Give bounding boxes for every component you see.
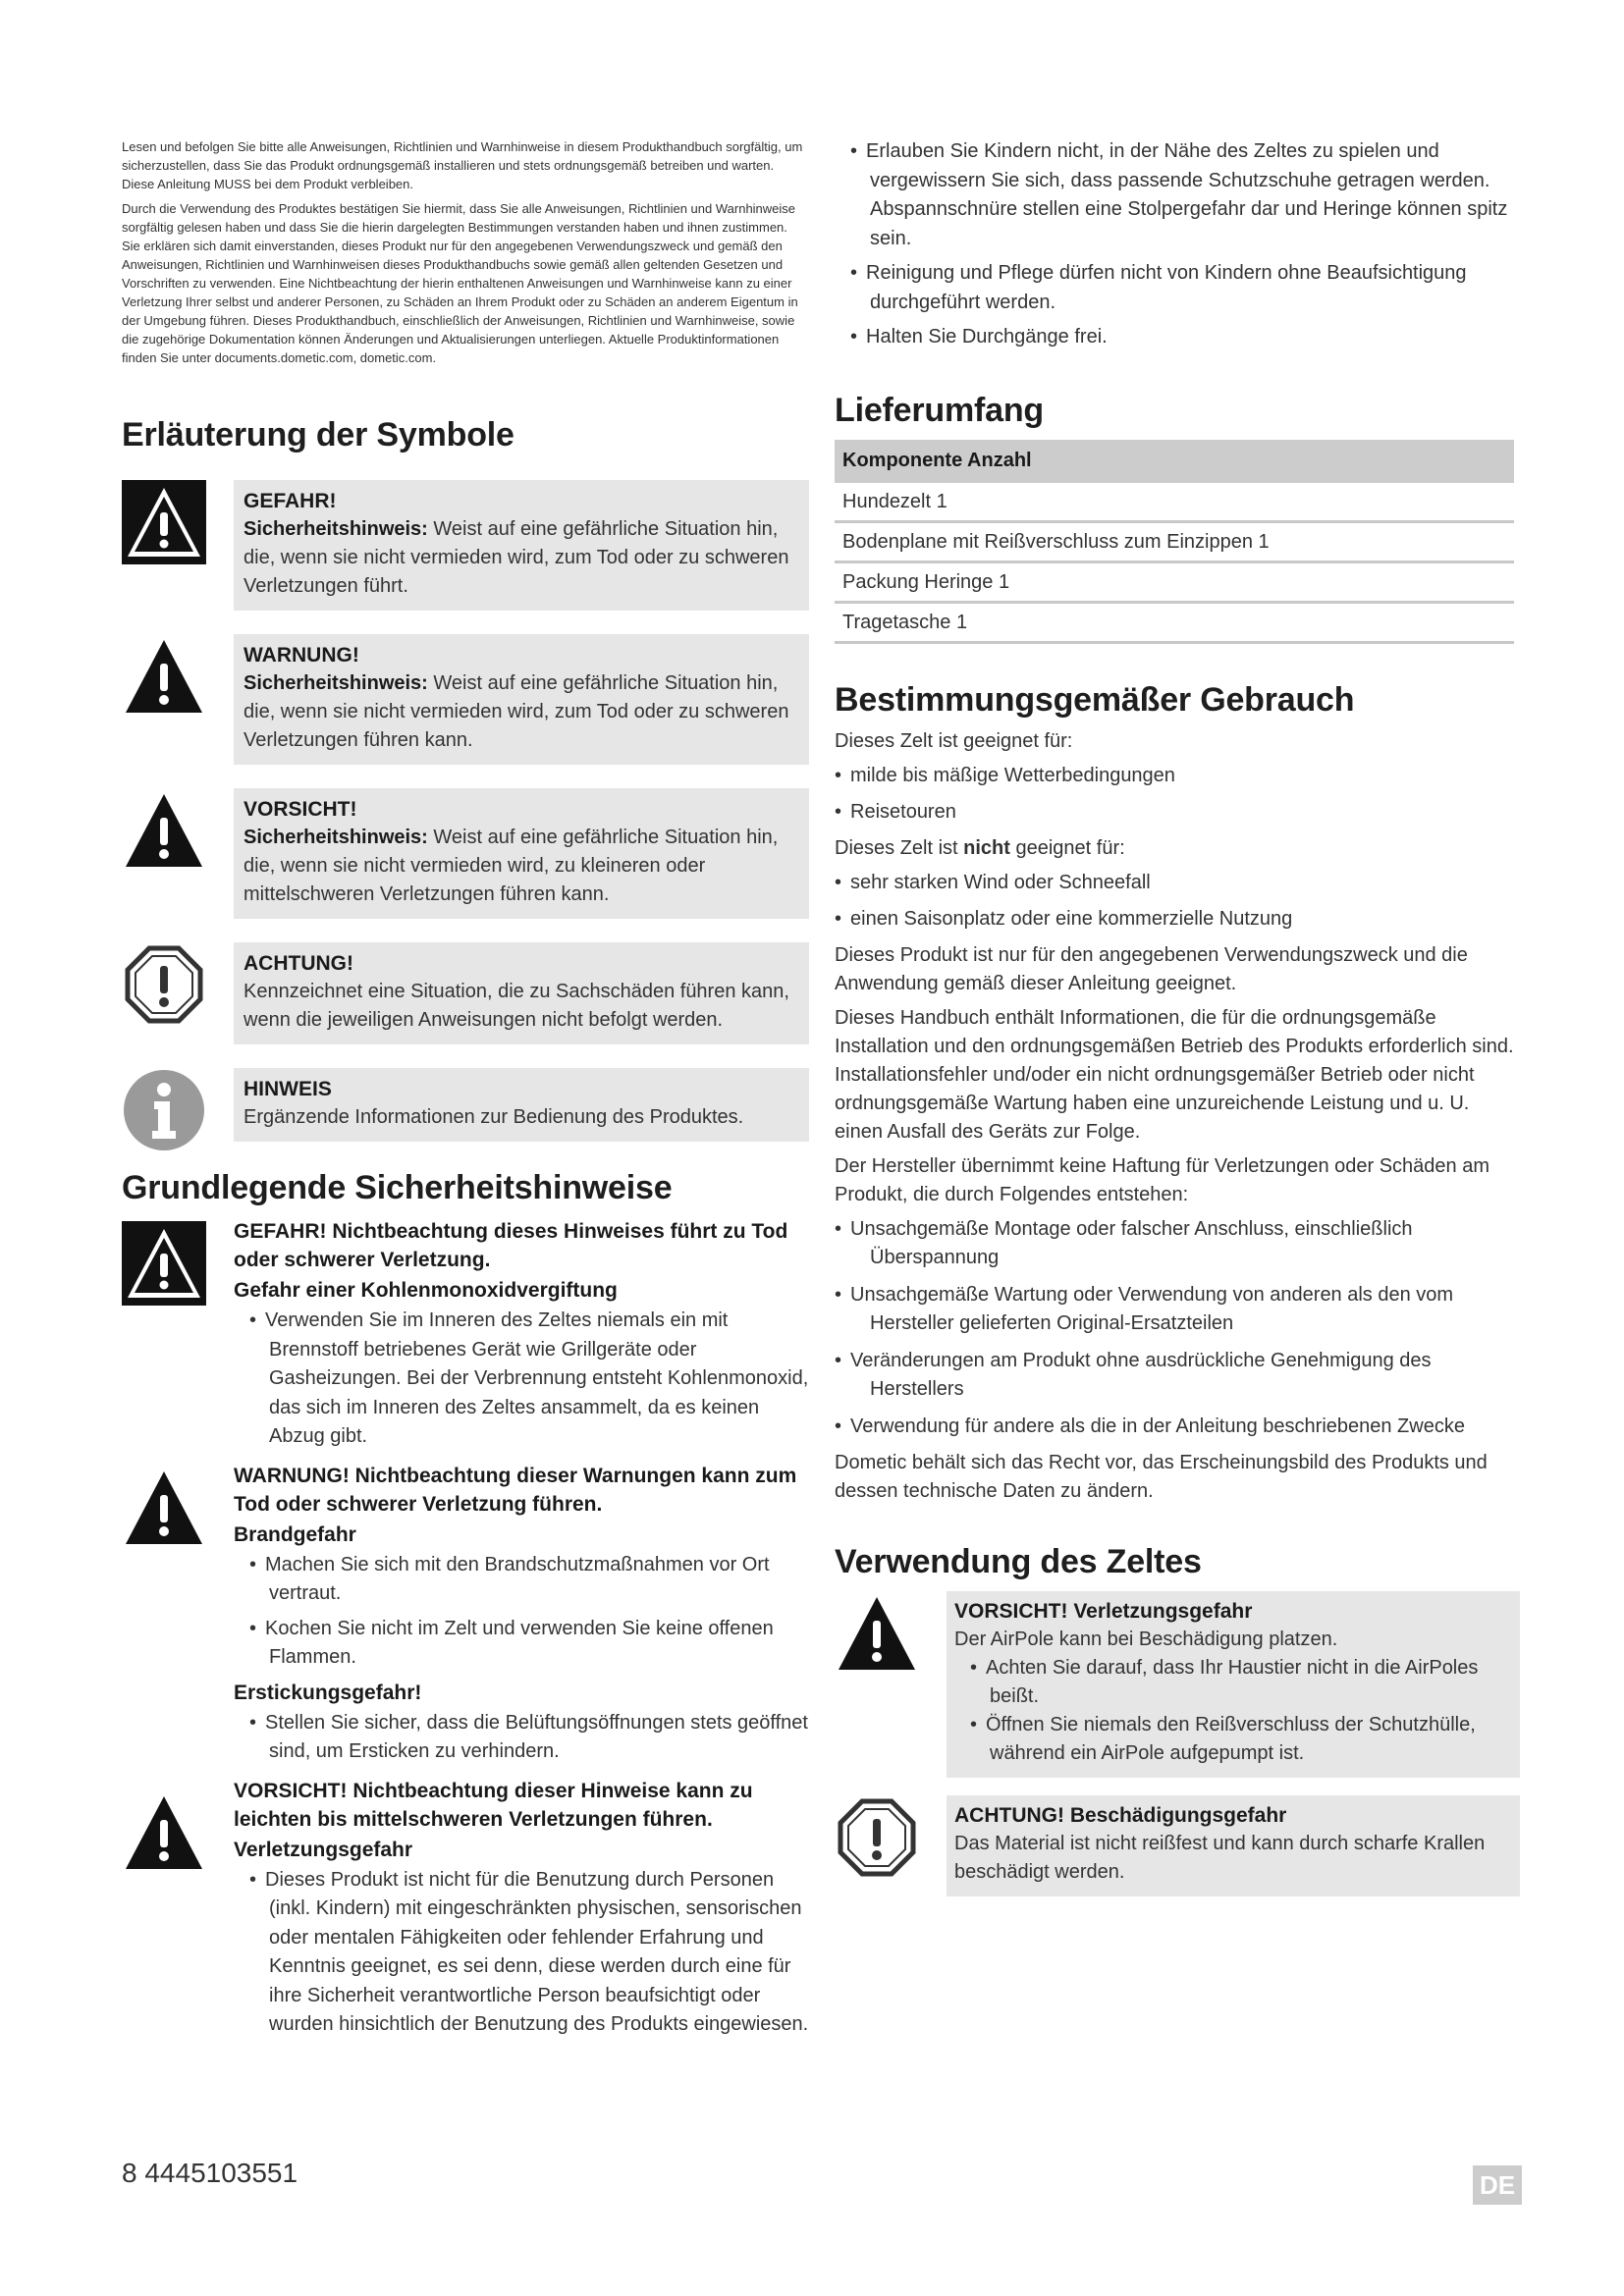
- safety-caution: [122, 1777, 809, 2040]
- list-item: • Dieses Produkt ist nicht für die Benutzung durch Personen (inkl. Kindern) mit eingeschränkten physischen, sensorischen oder mentalen Fähigkeiten oder fehlender Erfahrung und Kenntnis geeignet, es sei denn, diese werden durch eine für ihre Sicherheit verantwortliche Person beaufsichtigt oder wurden hinsichtlich der Benutzung des Produkts eingewiesen.: [234, 1866, 809, 2040]
- suitable-intro: Dieses Zelt ist geeignet für:: [835, 729, 1073, 752]
- notice-octagon-icon: [122, 942, 206, 1027]
- continued-safety-list: [835, 137, 1520, 352]
- usage-caution: [835, 1591, 1520, 1778]
- intended-paragraph-2: Dieses Handbuch enthält Informationen, die für die ordnungsgemäße Installation und den ordnungsgemäßen Betrieb des Produkts erforderlich sind. Installationsfehler und/oder ein nicht ordnungsgemäßer Betrieb oder nicht ordnungsgemäße Wartung haben eine unzureichende Leistung und u. U. einen Ausfall des Geräts zur Folge.: [835, 1006, 1514, 1143]
- list-item: • einen Saisonplatz oder eine kommerzielle Nutzung: [835, 905, 1520, 934]
- intended-paragraph-4: Dometic behält sich das Recht vor, das Erscheinungsbild des Produkts und dessen technische Daten zu ändern.: [835, 1452, 1488, 1502]
- symbol-danger: [122, 480, 809, 611]
- usage-notice-box: [947, 1795, 1520, 1896]
- intro-paragraph-2: Durch die Verwendung des Produktes bestätigen Sie hiermit, dass Sie alle Anweisungen, Richtlinien und Warnhinweise sorgfältig gelesen haben und dass Sie die hierin dargelegten Bestimmungen verstanden haben und ihnen zustimmen. Sie erklären sich damit einverstanden, dieses Produkt nur für den angegebenen Verwendungszweck und gemäß den Anweisungen, Richtlinien und Warnhinweisen dieses Produkthandbuchs sowie gemäß allen geltenden Gesetzen und Vorschriften zu verwenden. Eine Nichtbeachtung der hierin enthaltenen Anweisungen und Warnhinweise kann zu einer Verletzung Ihrer selbst und anderer Personen, zu Schäden an Ihrem Produkt oder zu Schäden an anderem Eigentum in der Umgebung führen. Dieses Produkthandbuch, einschließlich der Anweisungen, Richtlinien und Warnhinweise, sowie die zugehörige Dokumentation können Änderungen und Aktualisierungen unterliegen. Aktuelle Produktinformationen finden Sie unter documents.dometic.com, dometic.com.: [122, 201, 798, 365]
- intended-use-heading: Bestimmungsgemäßer Gebrauch: [835, 680, 1355, 719]
- table-cell: Packung Heringe 1: [835, 561, 1514, 602]
- table-cell: Hundezelt 1: [835, 483, 1514, 522]
- warning-triangle-icon: [122, 1466, 206, 1550]
- symbol-caution-text: Sicherheitshinweis: Weist auf eine gefährliche Situation hin, die, wenn sie nicht vermieden wird, zu kleineren oder mittelschweren Verletzungen führen kann.: [244, 827, 779, 905]
- list-item: • milde bis mäßige Wetterbedingungen: [835, 762, 1520, 790]
- delivery-heading: Lieferumfang: [835, 391, 1044, 429]
- list-item: • Verwenden Sie im Inneren des Zeltes niemals ein mit Brennstoff betriebenes Gerät wie Grillgeräte oder Gasheizungen. Bei der Verbrennung entsteht Kohlenmonoxid, das sich im Inneren des Zeltes ansammelt, da es keinen Abzug gibt.: [234, 1307, 809, 1452]
- usage-notice: [835, 1795, 1520, 1896]
- table-row: [835, 521, 1514, 561]
- symbol-info-title: HINWEIS: [244, 1078, 332, 1100]
- symbols-heading: Erläuterung der Symbole: [122, 416, 514, 454]
- warning-triangle-icon: [122, 634, 206, 719]
- safety-warning-body: [234, 1462, 809, 1767]
- left-column: [122, 137, 809, 2050]
- intended-paragraph-3: Der Hersteller übernimmt keine Haftung für Verletzungen oder Schäden am Produkt, die durch Folgendes entstehen:: [835, 1154, 1490, 1205]
- safety-danger-body: [234, 1217, 809, 1452]
- safety-warning-sub-fire: Brandgefahr: [234, 1522, 356, 1546]
- safety-caution-head: VORSICHT! Nichtbeachtung dieser Hinweise kann zu leichten bis mittelschweren Verletzungen führen.: [234, 1779, 753, 1831]
- intended-paragraph-1: Dieses Produkt ist nur für den angegebenen Verwendungszweck und die Anwendung gemäß dieser Anleitung geeignet.: [835, 943, 1468, 994]
- caution-triangle-icon: [122, 788, 206, 873]
- list-item: • Verwendung für andere als die in der Anleitung beschriebenen Zwecke: [835, 1413, 1520, 1442]
- list-item: • Stellen Sie sicher, dass die Belüftungsöffnungen stets geöffnet sind, um Ersticken zu verhindern.: [234, 1709, 809, 1767]
- symbol-caution-title: VORSICHT!: [244, 798, 357, 821]
- symbol-warning-text: Sicherheitshinweis: Weist auf eine gefährliche Situation hin, die, wenn sie nicht vermieden wird, zum Tod oder zu schweren Verletzungen führen kann.: [244, 672, 789, 751]
- delivery-table-header: Komponente Anzahl: [835, 440, 1514, 483]
- list-item: • Öffnen Sie niemals den Reißverschluss der Schutzhülle, während ein AirPole aufgepumpt ist.: [954, 1711, 1510, 1768]
- intro-paragraph-1: Lesen und befolgen Sie bitte alle Anweisungen, Richtlinien und Warnhinweise in diesem Produkthandbuch sorgfältig, um sicherzustellen, dass Sie das Produkt ordnungsgemäß installieren und stets ordnungsgemäß betreiben und warten. Diese Anleitung MUSS bei dem Produkt verbleiben.: [122, 139, 803, 191]
- notice-octagon-icon: [835, 1795, 919, 1880]
- symbol-caution: [122, 788, 809, 919]
- list-item: • Unsachgemäße Wartung oder Verwendung von anderen als den vom Hersteller gelieferten Original-Ersatzteilen: [835, 1281, 1520, 1339]
- symbol-danger-title: GEFAHR!: [244, 490, 337, 512]
- table-row: [835, 483, 1514, 522]
- caution-triangle-icon: [835, 1591, 919, 1676]
- usage-caution-list: [954, 1654, 1510, 1768]
- safety-warning-list-suffocation: [234, 1709, 809, 1767]
- safety-caution-list: [234, 1866, 809, 2040]
- symbol-danger-text: Sicherheitshinweis: Weist auf eine gefährliche Situation hin, die, wenn sie nicht vermieden wird, zum Tod oder zu schweren Verletzungen führt.: [244, 518, 789, 597]
- page-number-doc-id: 8 4445103551: [122, 2158, 298, 2188]
- safety-danger-list: [234, 1307, 809, 1452]
- list-item: • Machen Sie sich mit den Brandschutzmaßnahmen vor Ort vertraut.: [234, 1551, 809, 1609]
- list-item: • Kochen Sie nicht im Zelt und verwenden Sie keine offenen Flammen.: [234, 1615, 809, 1673]
- safety-warning-list-fire: [234, 1551, 809, 1673]
- usage-caution-text: Der AirPole kann bei Beschädigung platzen.: [954, 1629, 1338, 1650]
- symbol-warning-title: WARNUNG!: [244, 644, 359, 667]
- table-cell: Bodenplane mit Reißverschluss zum Einzippen 1: [835, 521, 1514, 561]
- safety-warning-head: WARNUNG! Nichtbeachtung dieser Warnungen kann zum Tod oder schwerer Verletzung führen.: [234, 1464, 797, 1516]
- safety-caution-sub: Verletzungsgefahr: [234, 1838, 413, 1861]
- danger-warning-icon: [122, 1221, 206, 1306]
- symbol-caution-box: [234, 788, 809, 919]
- symbol-notice: [122, 942, 809, 1044]
- table-row: [835, 561, 1514, 602]
- safety-warning: [122, 1462, 809, 1767]
- list-item: • Achten Sie darauf, dass Ihr Haustier nicht in die AirPoles beißt.: [954, 1654, 1510, 1711]
- symbol-info: [122, 1068, 809, 1142]
- symbol-info-text: Ergänzende Informationen zur Bedienung des Produktes.: [244, 1106, 744, 1128]
- intro-text: [122, 137, 809, 367]
- info-icon: [122, 1068, 206, 1152]
- symbol-notice-text: Kennzeichnet eine Situation, die zu Sachschäden führen kann, wenn die jeweiligen Anweisungen nicht befolgt werden.: [244, 981, 789, 1031]
- symbol-notice-box: [234, 942, 809, 1044]
- symbol-notice-title: ACHTUNG!: [244, 952, 353, 975]
- not-suitable-intro: Dieses Zelt ist nicht geeignet für:: [835, 836, 1125, 859]
- list-item: • Reinigung und Pflege dürfen nicht von Kindern ohne Beaufsichtigung durchgeführt werden.: [835, 259, 1520, 317]
- liability-list: [835, 1215, 1520, 1442]
- symbol-info-box: [234, 1068, 809, 1142]
- list-item: • sehr starken Wind oder Schneefall: [835, 869, 1520, 897]
- list-item: • Erlauben Sie Kindern nicht, in der Nähe des Zeltes zu spielen und vergewissern Sie sich, dass passende Schutzschuhe getragen werden. Abspannschnüre stellen eine Stolpergefahr dar und Heringe können spitz sein.: [835, 137, 1520, 253]
- usage-notice-title: ACHTUNG! Beschädigungsgefahr: [954, 1804, 1287, 1827]
- delivery-table: [835, 440, 1514, 644]
- safety-danger-head: GEFAHR! Nichtbeachtung dieses Hinweises führt zu Tod oder schwerer Verletzung.: [234, 1220, 788, 1271]
- suitable-list: [835, 762, 1520, 827]
- language-badge: DE: [1473, 2165, 1522, 2205]
- usage-caution-box: [947, 1591, 1520, 1778]
- list-item: • Veränderungen am Produkt ohne ausdrückliche Genehmigung des Herstellers: [835, 1347, 1520, 1405]
- safety-caution-body: [234, 1777, 809, 2040]
- list-item: • Halten Sie Durchgänge frei.: [835, 323, 1520, 352]
- usage-notice-text: Das Material ist nicht reißfest und kann durch scharfe Krallen beschädigt werden.: [954, 1833, 1486, 1883]
- table-cell: Tragetasche 1: [835, 602, 1514, 642]
- safety-warning-sub-suffocation: Erstickungsgefahr!: [234, 1681, 422, 1704]
- not-suitable-list: [835, 869, 1520, 934]
- symbol-warning-box: [234, 634, 809, 765]
- right-column: [835, 137, 1520, 1914]
- symbol-warning: [122, 634, 809, 765]
- list-item: • Unsachgemäße Montage oder falscher Anschluss, einschließlich Überspannung: [835, 1215, 1520, 1273]
- usage-heading: Verwendung des Zeltes: [835, 1543, 1202, 1580]
- usage-caution-title: VORSICHT! Verletzungsgefahr: [954, 1600, 1253, 1623]
- danger-warning-icon: [122, 480, 206, 564]
- safety-danger: [122, 1217, 809, 1452]
- list-item: • Reisetouren: [835, 798, 1520, 827]
- symbol-danger-box: [234, 480, 809, 611]
- safety-heading: Grundlegende Sicherheitshinweise: [122, 1169, 673, 1206]
- table-row: [835, 602, 1514, 642]
- caution-triangle-icon: [122, 1790, 206, 1875]
- safety-danger-sub: Gefahr einer Kohlenmonoxidvergiftung: [234, 1279, 618, 1302]
